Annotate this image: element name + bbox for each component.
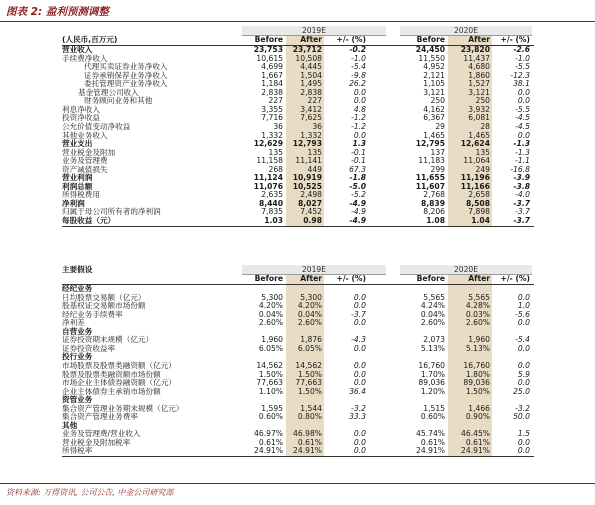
row-value: 4.8 <box>353 104 366 114</box>
source-note: 资料来源: 万得资讯, 公司公告, 中金公司研究部 <box>6 488 174 497</box>
row-value: 7,898 <box>468 207 490 217</box>
row-value: 5.9 <box>517 369 530 379</box>
row-value: -4.9 <box>349 198 366 208</box>
section1-col-header-3: Before <box>416 35 445 44</box>
row-value: 16,760 <box>463 360 490 370</box>
row-value: 12,795 <box>415 139 445 149</box>
section1-year-2020: 2020E <box>453 26 479 35</box>
row-label: 日均股票交易额（亿元） <box>62 292 146 302</box>
row-label: 财务顾问业务和其他 <box>84 96 153 106</box>
row-value: 137 <box>430 147 445 157</box>
row-value: 6.05% <box>258 343 283 353</box>
row-value: 0.0 <box>517 87 530 97</box>
row-label: 代理买卖证券业务净收入 <box>84 62 168 72</box>
row-value: 46.97% <box>254 429 283 439</box>
row-value: 0.98 <box>303 216 322 225</box>
row-value: 0.0 <box>353 446 366 456</box>
row-value: 1,184 <box>261 79 283 89</box>
section2-col-header-0: Before <box>254 274 283 283</box>
row-label: 净利差 <box>62 318 85 328</box>
row-value: 77,663 <box>256 378 283 388</box>
row-value: 2.60% <box>465 318 490 328</box>
row-label: 证券承销保荐业务净收入 <box>84 70 168 80</box>
row-value: 0.90% <box>465 412 490 422</box>
row-value: 36.4 <box>349 386 366 396</box>
row-value: 2,498 <box>300 190 322 200</box>
row-value: 0.0 <box>353 429 366 439</box>
section2-col-header-2: +/- (%) <box>336 274 366 283</box>
row-value: -5.4 <box>351 62 366 72</box>
section2-bottom-rule <box>62 456 534 457</box>
row-value: 11,124 <box>253 173 283 183</box>
row-value: 227 <box>307 96 322 106</box>
row-value: 1,495 <box>300 79 322 89</box>
row-value: -16.8 <box>510 164 530 174</box>
row-value: 24,450 <box>415 45 445 54</box>
row-value: 2,658 <box>468 190 490 200</box>
row-value: -1.8 <box>349 173 366 183</box>
row-value: 1.08 <box>426 216 445 225</box>
row-value: 1.50% <box>297 369 322 379</box>
row-value: 1.80% <box>465 369 490 379</box>
row-value: 1,960 <box>468 335 490 345</box>
row-label: 利息净收入 <box>62 104 100 114</box>
row-value: 268 <box>268 164 283 174</box>
row-value: -3.7 <box>351 309 366 319</box>
row-value: 1,105 <box>423 79 445 89</box>
row-label: 归属于母公司所有者的净利润 <box>62 207 161 217</box>
row-value: 1,332 <box>300 130 322 140</box>
row-label: 其他业务收入 <box>62 130 108 140</box>
row-label: 企业主体债券主承销市场份额 <box>62 386 161 396</box>
row-value: 0.0 <box>517 130 530 140</box>
section1-col-header-4: After <box>468 35 490 44</box>
row-label: 委托管理资产业务净收入 <box>84 79 168 89</box>
row-value: 0.0 <box>517 360 530 370</box>
row-value: 1.0 <box>517 301 530 311</box>
row-value: 24.91% <box>416 446 445 456</box>
row-value: 16,760 <box>418 360 445 370</box>
row-value: 11,166 <box>460 181 490 191</box>
row-value: 0.61% <box>258 437 283 447</box>
row-value: -1.2 <box>351 113 366 123</box>
row-label: 公允价值变动净收益 <box>62 121 131 131</box>
row-value: -1.1 <box>515 156 530 166</box>
section1-col-header-0: Before <box>254 35 283 44</box>
row-value: 4,445 <box>300 62 322 72</box>
row-value: 0.0 <box>353 87 366 97</box>
row-label: 投资净收益 <box>62 113 100 123</box>
row-value: 23,820 <box>460 45 490 54</box>
row-value: -1.3 <box>515 147 530 157</box>
row-value: 2.60% <box>420 318 445 328</box>
row-value: 1,504 <box>300 70 322 80</box>
title-rule <box>0 21 595 22</box>
section2-col-header-4: After <box>468 274 490 283</box>
row-value: -3.9 <box>513 173 530 183</box>
row-label: 证券投资期末规模（亿元） <box>62 335 154 345</box>
row-value: 1,876 <box>300 335 322 345</box>
unit-label: (人民币,百万元) <box>62 35 118 44</box>
row-value: 135 <box>268 147 283 157</box>
row-label: 所得税率 <box>62 446 93 456</box>
row-value: -1.0 <box>351 53 366 63</box>
row-label: 资产减值损失 <box>62 164 108 174</box>
row-value: 3,412 <box>300 104 322 114</box>
row-value: 0.04% <box>258 309 283 319</box>
row-value: 0.0 <box>517 292 530 302</box>
row-value: -3.2 <box>351 403 366 413</box>
row-label: 集合资产管理业务费率 <box>62 412 138 422</box>
row-label: 营业利润 <box>62 173 93 183</box>
row-label: 手续费净收入 <box>62 53 108 63</box>
row-value: 11,064 <box>463 156 490 166</box>
row-value: 8,440 <box>258 198 283 208</box>
row-value: 12,629 <box>253 139 283 149</box>
row-value: 46.45% <box>461 429 490 439</box>
row-value: 0.0 <box>517 437 530 447</box>
row-value: 7,625 <box>300 113 322 123</box>
row-value: 11,550 <box>418 53 445 63</box>
row-label: 每股收益（元） <box>62 216 116 225</box>
row-label: 营业税金及附加税率 <box>62 437 131 447</box>
row-value: 0.60% <box>420 412 445 422</box>
row-value: 0.61% <box>297 437 322 447</box>
row-label: 业务及管理费/营业收入 <box>62 429 141 439</box>
section2-col-header-5: +/- (%) <box>500 274 530 283</box>
figure-title: 图表 2: 盈利预测调整 <box>6 6 109 18</box>
row-value: 0.0 <box>353 360 366 370</box>
row-value: 0.80% <box>297 412 322 422</box>
row-value: 11,196 <box>460 173 490 183</box>
row-value: 0.04% <box>297 309 322 319</box>
row-value: -4.9 <box>349 216 366 225</box>
row-value: 28 <box>480 121 490 131</box>
row-value: -5.0 <box>349 181 366 191</box>
row-label: 其他 <box>62 420 78 430</box>
row-value: -3.7 <box>515 207 530 217</box>
row-value: 1.5 <box>517 429 530 439</box>
row-label: 经纪业务 <box>62 284 93 293</box>
row-value: 5,300 <box>300 292 322 302</box>
row-value: 1.03 <box>264 216 283 225</box>
row-value: 24.91% <box>254 446 283 456</box>
row-value: 1.50% <box>465 386 490 396</box>
row-value: 8,027 <box>297 198 322 208</box>
row-value: 1,527 <box>468 79 490 89</box>
row-value: 6,081 <box>468 113 490 123</box>
row-value: 0.0 <box>517 96 530 106</box>
row-label: 自营业务 <box>62 326 93 336</box>
row-label: 股票及股票类融资额市场份额 <box>62 369 161 379</box>
row-value: 0.0 <box>353 301 366 311</box>
row-value: 14,562 <box>295 360 322 370</box>
row-value: 50.0 <box>513 412 530 422</box>
row-value: 23,753 <box>253 45 283 54</box>
row-value: 0.0 <box>517 446 530 456</box>
row-value: 0.0 <box>353 130 366 140</box>
row-value: 46.98% <box>293 429 322 439</box>
row-value: -4.9 <box>351 207 366 217</box>
row-value: 0.0 <box>353 343 366 353</box>
row-value: -4.5 <box>515 121 530 131</box>
row-value: 5.13% <box>420 343 445 353</box>
row-value: 4.20% <box>258 301 283 311</box>
row-value: 10,525 <box>292 181 322 191</box>
row-value: 45.74% <box>416 429 445 439</box>
row-value: 0.0 <box>353 292 366 302</box>
row-value: 4,952 <box>423 62 445 72</box>
row-label: 营业支出 <box>62 139 93 149</box>
row-value: 135 <box>475 147 490 157</box>
row-value: 10,919 <box>292 173 322 183</box>
row-value: 23,712 <box>292 45 322 54</box>
row-value: 3,121 <box>423 87 445 97</box>
row-value: 0.0 <box>353 437 366 447</box>
row-value: 299 <box>430 164 445 174</box>
section2-year-2019: 2019E <box>301 265 327 274</box>
row-value: 4.24% <box>420 301 445 311</box>
row-value: 1,466 <box>468 403 490 413</box>
row-value: 10,615 <box>256 53 283 63</box>
row-value: 7,452 <box>300 207 322 217</box>
row-value: 6,367 <box>423 113 445 123</box>
row-value: 33.3 <box>349 412 366 422</box>
row-value: 8,206 <box>423 207 445 217</box>
row-value: 1,860 <box>468 70 490 80</box>
row-value: 5,565 <box>423 292 445 302</box>
row-value: -5.2 <box>351 190 366 200</box>
section2-col-header-3: Before <box>416 274 445 283</box>
row-value: 11,158 <box>256 156 283 166</box>
row-value: 24.91% <box>461 446 490 456</box>
row-value: -3.7 <box>513 216 530 225</box>
row-value: 2,838 <box>300 87 322 97</box>
row-label: 利润总额 <box>62 181 93 191</box>
row-value: 1,595 <box>261 403 283 413</box>
row-value: 26.2 <box>349 79 366 89</box>
row-value: -4.0 <box>515 190 530 200</box>
row-value: 11,141 <box>295 156 322 166</box>
row-value: 0.61% <box>420 437 445 447</box>
row-value: -5.5 <box>515 62 530 72</box>
row-value: 3,121 <box>468 87 490 97</box>
row-value: 4.28% <box>465 301 490 311</box>
row-value: 11,437 <box>463 53 490 63</box>
row-value: 77,663 <box>295 378 322 388</box>
row-value: 3,932 <box>468 104 490 114</box>
row-label: 基金管理公司收入 <box>78 87 139 97</box>
section2-col-header-1: After <box>300 274 322 283</box>
row-label: 集合资产管理业务期末规模（亿元） <box>62 403 184 413</box>
row-value: 0.04% <box>420 309 445 319</box>
row-value: 2,768 <box>423 190 445 200</box>
row-value: 11,655 <box>415 173 445 183</box>
row-value: 8,508 <box>465 198 490 208</box>
row-value: 5.13% <box>465 343 490 353</box>
row-value: 1,465 <box>423 130 445 140</box>
row-value: -0.1 <box>351 156 366 166</box>
row-label: 股基权证交易额市场份额 <box>62 301 146 311</box>
row-value: 249 <box>475 164 490 174</box>
row-value: 250 <box>430 96 445 106</box>
row-value: -5.4 <box>515 335 530 345</box>
row-value: 2,635 <box>261 190 283 200</box>
row-value: 2,121 <box>423 70 445 80</box>
row-value: 8,839 <box>420 198 445 208</box>
row-label: 营业收入 <box>62 45 93 54</box>
row-value: 1,515 <box>423 403 445 413</box>
row-value: 1,332 <box>261 130 283 140</box>
row-value: -1.3 <box>513 139 530 149</box>
row-label: 市场企业主体债券融资额（亿元） <box>62 378 176 388</box>
row-value: 2.60% <box>297 318 322 328</box>
row-value: -0.1 <box>351 147 366 157</box>
row-value: 4.20% <box>297 301 322 311</box>
row-value: 1.04 <box>471 216 490 225</box>
row-value: -5.5 <box>515 104 530 114</box>
row-value: 1.10% <box>258 386 283 396</box>
row-value: -3.2 <box>515 403 530 413</box>
row-value: 4,699 <box>261 62 283 72</box>
row-value: 0.0 <box>517 378 530 388</box>
row-value: 1.50% <box>258 369 283 379</box>
row-value: 135 <box>307 147 322 157</box>
row-value: 6.05% <box>297 343 322 353</box>
row-value: -2.6 <box>513 45 530 54</box>
row-label: 业务及管理费 <box>62 156 108 166</box>
row-value: 1,544 <box>300 403 322 413</box>
assumptions-title: 主要假设 <box>62 265 93 274</box>
section1-col-header-1: After <box>300 35 322 44</box>
row-value: -12.3 <box>510 70 530 80</box>
row-value: -1.0 <box>515 53 530 63</box>
row-value: 1.3 <box>352 139 366 149</box>
row-value: 1,465 <box>468 130 490 140</box>
row-value: 2,073 <box>423 335 445 345</box>
section1-col-header-5: +/- (%) <box>500 35 530 44</box>
row-value: -4.5 <box>515 113 530 123</box>
row-value: 67.3 <box>349 164 366 174</box>
row-value: 24.91% <box>293 446 322 456</box>
row-value: 0.0 <box>353 378 366 388</box>
row-value: 0.0 <box>517 318 530 328</box>
row-value: 14,562 <box>256 360 283 370</box>
row-value: 227 <box>268 96 283 106</box>
row-value: 0.60% <box>258 412 283 422</box>
row-value: 11,183 <box>418 156 445 166</box>
row-value: 449 <box>307 164 322 174</box>
row-value: -4.3 <box>351 335 366 345</box>
row-value: 0.0 <box>517 343 530 353</box>
row-value: 1.50% <box>297 386 322 396</box>
row-value: 12,793 <box>292 139 322 149</box>
row-value: 5,565 <box>468 292 490 302</box>
row-label: 所得税费用 <box>62 190 100 200</box>
row-label: 净利润 <box>62 198 85 208</box>
row-value: 29 <box>435 121 445 131</box>
row-value: 250 <box>475 96 490 106</box>
row-value: 36 <box>312 121 322 131</box>
row-value: 36 <box>273 121 283 131</box>
row-value: 38.1 <box>513 79 530 89</box>
row-value: -1.2 <box>351 121 366 131</box>
row-value: -3.8 <box>513 181 530 191</box>
row-value: 7,835 <box>261 207 283 217</box>
section1-col-header-2: +/- (%) <box>336 35 366 44</box>
row-value: 1.20% <box>420 386 445 396</box>
row-label: 经纪业务手续费率 <box>62 309 123 319</box>
row-label: 资管业务 <box>62 395 93 405</box>
row-value: 25.0 <box>513 386 530 396</box>
section2-year-2020: 2020E <box>453 265 479 274</box>
row-value: 4,680 <box>468 62 490 72</box>
row-value: 0.03% <box>465 309 490 319</box>
row-value: 0.61% <box>465 437 490 447</box>
row-value: -9.8 <box>351 70 366 80</box>
row-value: 3,355 <box>261 104 283 114</box>
row-value: 10,508 <box>295 53 322 63</box>
row-value: 4,162 <box>423 104 445 114</box>
row-value: -0.2 <box>349 45 366 54</box>
row-label: 市场股票及股票类融资额（亿元） <box>62 360 176 370</box>
row-value: 1,960 <box>261 335 283 345</box>
row-value: 11,607 <box>415 181 445 191</box>
row-value: -5.6 <box>515 309 530 319</box>
row-value: 2.60% <box>258 318 283 328</box>
row-value: 1,667 <box>261 70 283 80</box>
row-value: 2,838 <box>261 87 283 97</box>
row-value: 11,076 <box>253 181 283 191</box>
section1-bottom-rule <box>62 226 534 227</box>
row-label: 证券投资收益率 <box>62 343 116 353</box>
row-label: 营业税金及附加 <box>62 147 116 157</box>
row-value: 89,036 <box>418 378 445 388</box>
section1-year-2019: 2019E <box>301 26 327 35</box>
row-label: 投行业务 <box>62 352 93 362</box>
row-value: 0.0 <box>353 96 366 106</box>
row-value: 1.70% <box>420 369 445 379</box>
row-value: 0.0 <box>353 318 366 328</box>
footer-rule <box>0 483 595 484</box>
row-value: 7,716 <box>261 113 283 123</box>
row-value: 0.0 <box>353 369 366 379</box>
row-value: 89,036 <box>463 378 490 388</box>
row-value: -3.7 <box>513 198 530 208</box>
row-value: 5,300 <box>261 292 283 302</box>
row-value: 12,624 <box>460 139 490 149</box>
